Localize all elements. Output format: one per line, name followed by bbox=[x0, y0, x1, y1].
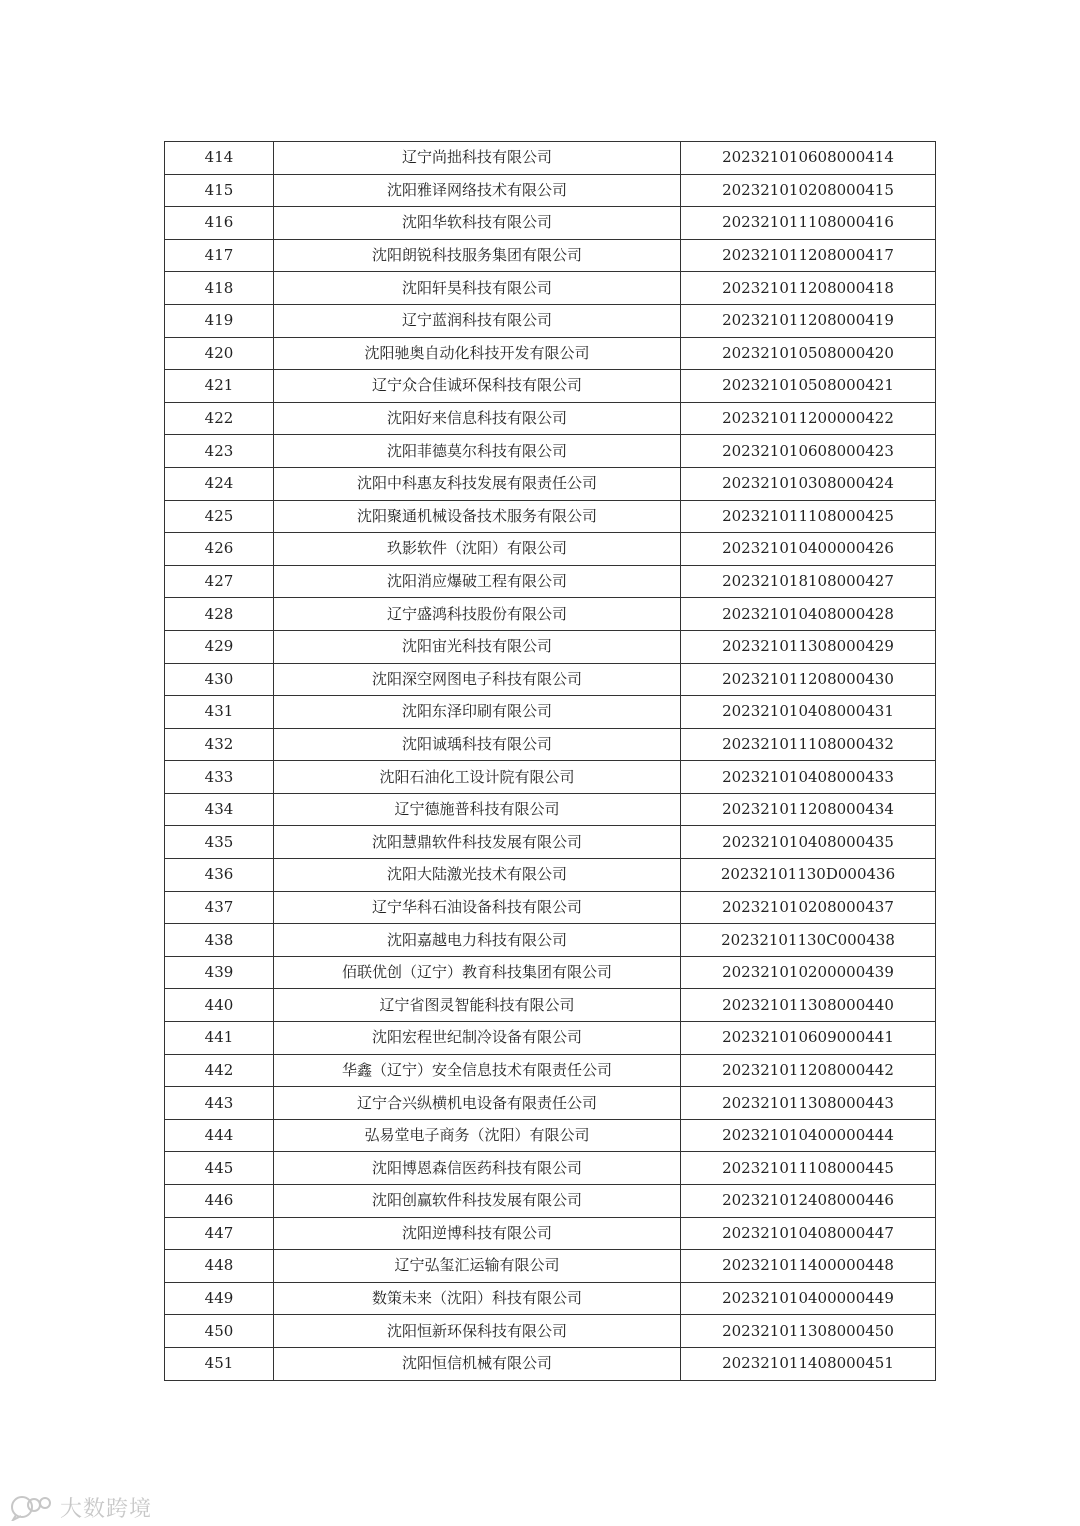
company-name: 辽宁华科石油设备科技有限公司 bbox=[274, 891, 681, 924]
company-name: 数策未来（沈阳）科技有限公司 bbox=[274, 1282, 681, 1315]
table-row bbox=[165, 1054, 936, 1087]
registration-code: 202321010408000447 bbox=[681, 1217, 936, 1250]
table-row bbox=[165, 891, 936, 924]
company-name: 玖影软件（沈阳）有限公司 bbox=[274, 533, 681, 566]
registration-code: 202321010508000420 bbox=[681, 337, 936, 370]
row-number: 443 bbox=[165, 1087, 274, 1120]
row-number: 433 bbox=[165, 761, 274, 794]
row-number: 450 bbox=[165, 1315, 274, 1348]
row-number: 428 bbox=[165, 598, 274, 631]
table-row bbox=[165, 826, 936, 859]
registration-code: 202321011308000443 bbox=[681, 1087, 936, 1120]
row-number: 438 bbox=[165, 924, 274, 957]
watermark bbox=[10, 1490, 152, 1524]
table-row bbox=[165, 500, 936, 533]
registration-code: 202321010408000428 bbox=[681, 598, 936, 631]
company-name: 辽宁弘玺汇运输有限公司 bbox=[274, 1250, 681, 1283]
table-row bbox=[165, 663, 936, 696]
row-number: 426 bbox=[165, 533, 274, 566]
company-name: 辽宁盛鸿科技股份有限公司 bbox=[274, 598, 681, 631]
registration-code: 202321010308000424 bbox=[681, 467, 936, 500]
row-number: 429 bbox=[165, 630, 274, 663]
table-row bbox=[165, 1152, 936, 1185]
registration-code: 202321010408000431 bbox=[681, 696, 936, 729]
row-number: 418 bbox=[165, 272, 274, 305]
company-name: 沈阳逆博科技有限公司 bbox=[274, 1217, 681, 1250]
registration-code: 202321010200000439 bbox=[681, 956, 936, 989]
table-row bbox=[165, 1217, 936, 1250]
row-number: 416 bbox=[165, 207, 274, 240]
company-name: 沈阳深空网图电子科技有限公司 bbox=[274, 663, 681, 696]
registration-code: 202321011208000430 bbox=[681, 663, 936, 696]
registration-code: 202321011400000448 bbox=[681, 1250, 936, 1283]
table-row bbox=[165, 1119, 936, 1152]
registration-code: 202321010208000415 bbox=[681, 174, 936, 207]
company-name: 沈阳中科惠友科技发展有限责任公司 bbox=[274, 467, 681, 500]
table-row bbox=[165, 1185, 936, 1218]
registration-code: 20232101130D000436 bbox=[681, 859, 936, 892]
table-row bbox=[165, 207, 936, 240]
registration-code: 202321011208000419 bbox=[681, 304, 936, 337]
table-row bbox=[165, 174, 936, 207]
registration-code: 202321011108000432 bbox=[681, 728, 936, 761]
company-name: 沈阳慧鼎软件科技发展有限公司 bbox=[274, 826, 681, 859]
table-row bbox=[165, 304, 936, 337]
row-number: 414 bbox=[165, 142, 274, 175]
registration-code: 202321011108000445 bbox=[681, 1152, 936, 1185]
table-row bbox=[165, 402, 936, 435]
registration-code: 202321011408000451 bbox=[681, 1347, 936, 1380]
table-row bbox=[165, 696, 936, 729]
row-number: 441 bbox=[165, 1022, 274, 1055]
table-row bbox=[165, 1282, 936, 1315]
table-row bbox=[165, 370, 936, 403]
row-number: 436 bbox=[165, 859, 274, 892]
registration-code: 202321010400000426 bbox=[681, 533, 936, 566]
registration-code: 202321010608000423 bbox=[681, 435, 936, 468]
registration-code: 202321011308000450 bbox=[681, 1315, 936, 1348]
row-number: 427 bbox=[165, 565, 274, 598]
registration-code: 202321010400000444 bbox=[681, 1119, 936, 1152]
company-name: 沈阳雅译网络技术有限公司 bbox=[274, 174, 681, 207]
company-name: 沈阳宙光科技有限公司 bbox=[274, 630, 681, 663]
table-row bbox=[165, 793, 936, 826]
table-row bbox=[165, 1250, 936, 1283]
table-row bbox=[165, 1087, 936, 1120]
registration-code: 202321011208000417 bbox=[681, 239, 936, 272]
row-number: 424 bbox=[165, 467, 274, 500]
row-number: 417 bbox=[165, 239, 274, 272]
row-number: 442 bbox=[165, 1054, 274, 1087]
registration-code: 202321010608000414 bbox=[681, 142, 936, 175]
registration-code: 202321010408000435 bbox=[681, 826, 936, 859]
registration-code: 202321010400000449 bbox=[681, 1282, 936, 1315]
company-name: 沈阳菲德莫尔科技有限公司 bbox=[274, 435, 681, 468]
company-name: 辽宁合兴纵横机电设备有限责任公司 bbox=[274, 1087, 681, 1120]
registration-code: 202321011208000442 bbox=[681, 1054, 936, 1087]
registration-code: 202321010208000437 bbox=[681, 891, 936, 924]
company-name: 沈阳轩昊科技有限公司 bbox=[274, 272, 681, 305]
registration-code: 202321011108000425 bbox=[681, 500, 936, 533]
row-number: 415 bbox=[165, 174, 274, 207]
row-number: 434 bbox=[165, 793, 274, 826]
row-number: 447 bbox=[165, 1217, 274, 1250]
table-row bbox=[165, 1315, 936, 1348]
row-number: 437 bbox=[165, 891, 274, 924]
company-name: 沈阳恒新环保科技有限公司 bbox=[274, 1315, 681, 1348]
company-name: 沈阳创赢软件科技发展有限公司 bbox=[274, 1185, 681, 1218]
row-number: 449 bbox=[165, 1282, 274, 1315]
table-row bbox=[165, 630, 936, 663]
table-row bbox=[165, 467, 936, 500]
table-row bbox=[165, 598, 936, 631]
company-name: 沈阳石油化工设计院有限公司 bbox=[274, 761, 681, 794]
registration-code: 202321011108000416 bbox=[681, 207, 936, 240]
company-name: 辽宁蓝润科技有限公司 bbox=[274, 304, 681, 337]
table-row bbox=[165, 142, 936, 175]
table-row bbox=[165, 533, 936, 566]
company-name: 沈阳华软科技有限公司 bbox=[274, 207, 681, 240]
table-row bbox=[165, 239, 936, 272]
registration-code: 202321012408000446 bbox=[681, 1185, 936, 1218]
registration-code: 202321011308000429 bbox=[681, 630, 936, 663]
registration-code: 202321011208000434 bbox=[681, 793, 936, 826]
registration-code: 202321010609000441 bbox=[681, 1022, 936, 1055]
company-name: 沈阳聚通机械设备技术服务有限公司 bbox=[274, 500, 681, 533]
row-number: 451 bbox=[165, 1347, 274, 1380]
table-row bbox=[165, 924, 936, 957]
registration-code: 202321010408000433 bbox=[681, 761, 936, 794]
row-number: 425 bbox=[165, 500, 274, 533]
company-name: 沈阳恒信机械有限公司 bbox=[274, 1347, 681, 1380]
row-number: 439 bbox=[165, 956, 274, 989]
row-number: 431 bbox=[165, 696, 274, 729]
chat-bubble-logo-icon bbox=[10, 1493, 56, 1521]
company-name: 沈阳诚瑀科技有限公司 bbox=[274, 728, 681, 761]
table-row bbox=[165, 728, 936, 761]
registration-code: 202321011308000440 bbox=[681, 989, 936, 1022]
table-row bbox=[165, 1022, 936, 1055]
row-number: 423 bbox=[165, 435, 274, 468]
company-name: 辽宁德施普科技有限公司 bbox=[274, 793, 681, 826]
row-number: 419 bbox=[165, 304, 274, 337]
row-number: 422 bbox=[165, 402, 274, 435]
registration-code: 202321011200000422 bbox=[681, 402, 936, 435]
table-row bbox=[165, 956, 936, 989]
row-number: 421 bbox=[165, 370, 274, 403]
registration-code: 20232101130C000438 bbox=[681, 924, 936, 957]
registration-code: 202321011208000418 bbox=[681, 272, 936, 305]
company-name: 华鑫（辽宁）安全信息技术有限责任公司 bbox=[274, 1054, 681, 1087]
table-row bbox=[165, 565, 936, 598]
row-number: 432 bbox=[165, 728, 274, 761]
company-name: 沈阳消应爆破工程有限公司 bbox=[274, 565, 681, 598]
watermark-text: 大数跨境 bbox=[60, 1496, 153, 1522]
row-number: 448 bbox=[165, 1250, 274, 1283]
company-name: 辽宁省图灵智能科技有限公司 bbox=[274, 989, 681, 1022]
table-row bbox=[165, 337, 936, 370]
company-name: 佰联优创（辽宁）教育科技集团有限公司 bbox=[274, 956, 681, 989]
table-row bbox=[165, 859, 936, 892]
company-name: 辽宁众合佳诚环保科技有限公司 bbox=[274, 370, 681, 403]
company-name: 沈阳宏程世纪制冷设备有限公司 bbox=[274, 1022, 681, 1055]
registration-code: 202321010508000421 bbox=[681, 370, 936, 403]
company-name: 沈阳驰奥自动化科技开发有限公司 bbox=[274, 337, 681, 370]
company-name: 沈阳朗锐科技服务集团有限公司 bbox=[274, 239, 681, 272]
row-number: 445 bbox=[165, 1152, 274, 1185]
company-name: 沈阳大陆激光技术有限公司 bbox=[274, 859, 681, 892]
company-name: 沈阳嘉越电力科技有限公司 bbox=[274, 924, 681, 957]
table-row bbox=[165, 761, 936, 794]
table-row bbox=[165, 272, 936, 305]
row-number: 440 bbox=[165, 989, 274, 1022]
company-name: 沈阳东泽印刷有限公司 bbox=[274, 696, 681, 729]
row-number: 420 bbox=[165, 337, 274, 370]
company-name: 沈阳好来信息科技有限公司 bbox=[274, 402, 681, 435]
company-name: 辽宁尚拙科技有限公司 bbox=[274, 142, 681, 175]
table-row bbox=[165, 435, 936, 468]
table-row bbox=[165, 1347, 936, 1380]
table-row bbox=[165, 989, 936, 1022]
registration-code: 202321018108000427 bbox=[681, 565, 936, 598]
row-number: 446 bbox=[165, 1185, 274, 1218]
row-number: 435 bbox=[165, 826, 274, 859]
company-name: 弘易堂电子商务（沈阳）有限公司 bbox=[274, 1119, 681, 1152]
company-name: 沈阳博恩森信医药科技有限公司 bbox=[274, 1152, 681, 1185]
row-number: 444 bbox=[165, 1119, 274, 1152]
table-body bbox=[165, 142, 936, 1381]
company-list-table bbox=[164, 141, 936, 1381]
row-number: 430 bbox=[165, 663, 274, 696]
